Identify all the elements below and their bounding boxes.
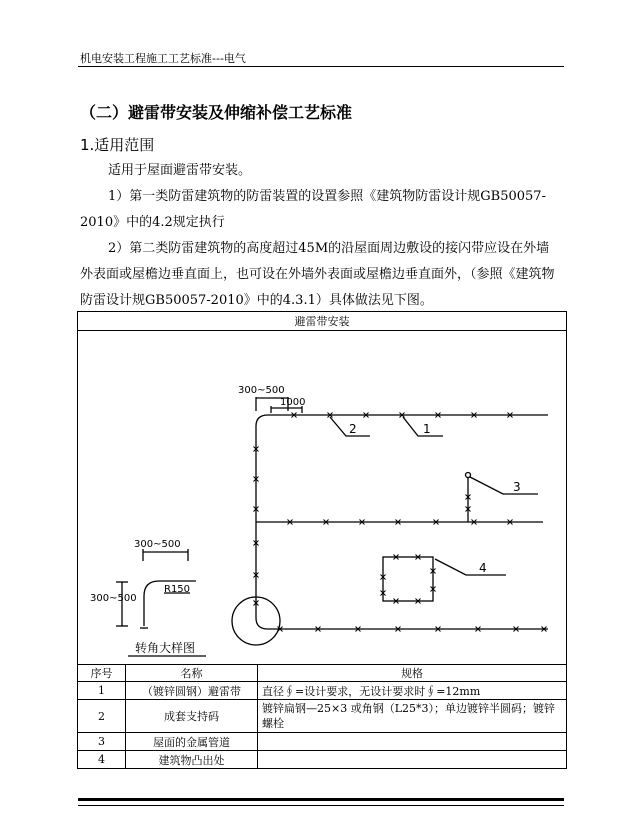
row-name: 屋面的金属管道 [126,733,258,751]
row-spec [258,751,567,769]
row-spec: 直径∮=设计要求，无设计要求时∮=12mm [258,682,567,700]
leader-4 [435,559,506,575]
paragraph-class-one: 1）第一类防雷建筑物的防雷装置的设置参照《建筑物防雷设计规GB50057-2010》中的4.2规定执行 [80,189,546,230]
row-name: （镀锌圆钢）避雷带 [126,682,258,700]
table-row [78,751,567,769]
row-no: 2 [78,700,126,733]
leader-3 [470,477,538,494]
row-spec [258,733,567,751]
header-divider [78,66,564,67]
footer-divider-thin [78,805,564,806]
label-3: 3 [513,480,521,494]
detail-caption: 转角大样图 [135,641,196,655]
lightning-strip-table [77,311,567,769]
row-name: 成套支持码 [126,700,258,733]
pipe-end-circle [466,473,471,478]
top-strip-line [256,415,548,426]
page-header: 机电安装工程施工工艺标准---电气 [80,52,246,65]
diagram-cell [78,331,567,665]
row-no: 3 [78,733,126,751]
label-2: 2 [349,422,357,436]
label-4: 4 [479,561,487,575]
subsection-title: 1.适用范围 [80,136,155,154]
row-no: 4 [78,751,126,769]
header-no: 序号 [78,665,126,682]
detail-radius: R150 [164,584,191,595]
table-row [78,733,567,751]
header-name: 名称 [126,665,258,682]
footer-divider-thick [78,798,564,801]
section-title: （二）避雷带安装及伸缩补偿工艺标准 [80,103,353,122]
left-strip-line [256,426,548,629]
header-spec: 规格 [258,665,567,682]
table-row [78,700,567,733]
dim-top-a: 300~500 [238,385,285,396]
detail-dim-top: 300~500 [134,539,181,550]
diagram-title: 避雷带安装 [78,312,567,331]
row-no: 1 [78,682,126,700]
row-name: 建筑物凸出处 [126,751,258,769]
detail-dim-side: 300~500 [90,593,137,604]
dim-top-b: 1000 [280,397,306,408]
table-row [78,682,567,700]
lightning-strip-diagram [78,331,566,661]
protrusion-box [383,557,433,601]
row-spec: 镀锌扁钢—25×3 或角钢（L25*3）；单边镀锌半圆码；镀锌螺栓 [258,700,567,733]
label-1: 1 [423,422,431,436]
paragraph-class-two: 2）第二类防雷建筑物的高度超过45M的沿屋面周边敷设的接闪带应设在外墙外表面或屋檐边垂直面上，也可设在外墙外表面或屋檐边垂直面外，（参照《建筑物防雷设计规GB50057-2010》中的4.3.1）具体做法见下图。 [80,241,555,308]
paragraph-scope: 适用于屋面避雷带安装。 [108,163,252,178]
